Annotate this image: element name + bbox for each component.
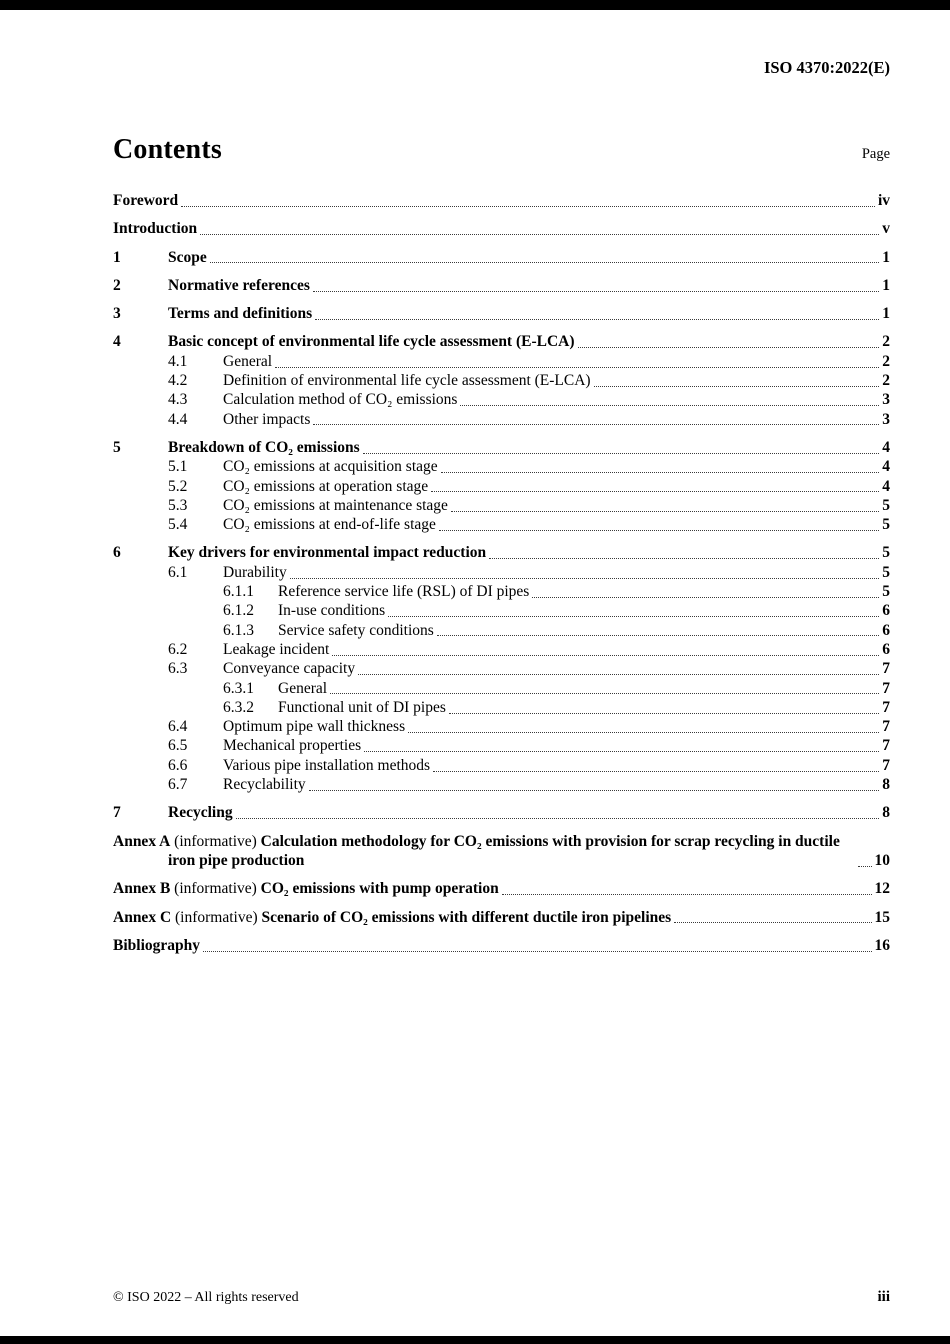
toc-entry [113, 717, 890, 736]
toc-entry-page: 7 [882, 718, 890, 736]
toc-entry-page: iv [877, 192, 890, 209]
toc-entry-label-segment: Normative references [168, 276, 310, 294]
dotted-leader [181, 206, 875, 207]
toc-entry-label [168, 304, 312, 323]
toc-entry-number: 6.7 [168, 776, 188, 794]
toc-entry-page: 12 [874, 880, 890, 898]
toc-entry-page: 4 [882, 438, 890, 456]
dotted-leader [441, 472, 880, 473]
toc-entry-page: 5 [882, 563, 890, 581]
toc-entry [113, 621, 890, 640]
toc-entry-label-segment: CO₂ emissions at maintenance stage [223, 496, 448, 514]
dotted-leader [439, 530, 879, 531]
toc-entry-page: 1 [882, 248, 890, 266]
toc-entry-label-segment: Optimum pipe wall thickness [223, 718, 406, 736]
toc-entry-label-segment: Calculation method of CO₂ emissions [223, 391, 458, 409]
toc-entry-label-segment: Various pipe installation methods [223, 756, 431, 774]
toc-entry-label-segment: Bibliography [113, 936, 200, 954]
toc-entry-number: 6.3.2 [223, 698, 254, 716]
toc-entry-page: 7 [882, 660, 890, 678]
toc-entry-label-segment: Definition of environmental life cycle assessment (E-LCA) [223, 372, 591, 390]
toc-entry [113, 908, 890, 927]
toc-entry-page: 7 [882, 737, 890, 755]
dotted-leader [210, 262, 880, 263]
toc-entry [113, 477, 890, 496]
dotted-leader [358, 674, 879, 675]
toc-entry-label [223, 390, 457, 409]
toc-entry-number: 6.5 [168, 737, 188, 755]
dotted-leader [437, 635, 879, 636]
toc-entry-label [223, 659, 355, 678]
toc-entry-label [278, 582, 529, 601]
toc-entry [113, 276, 890, 295]
dotted-leader [363, 453, 880, 454]
toc-entry-label [278, 601, 385, 620]
toc-entry-label-segment: Scenario of CO₂ emissions with different ductile iron pipelines [261, 908, 672, 926]
toc-entry-label-segment: Annex A [113, 832, 171, 850]
toc-entry-label [168, 248, 207, 267]
dotted-leader [408, 732, 879, 733]
toc-entry-label-segment: Conveyance capacity [223, 660, 356, 678]
toc-list [113, 191, 890, 955]
toc-entry-label [223, 736, 361, 755]
dotted-leader [313, 424, 879, 425]
toc-entry-number: 5.2 [168, 477, 188, 495]
toc-entry-page: 8 [882, 776, 890, 794]
toc-entry-label [168, 276, 310, 295]
toc-entry-number: 5.3 [168, 496, 188, 514]
toc-entry-page: v [882, 220, 890, 238]
toc-entry-number: 3 [113, 305, 121, 323]
toc-entry-page: 3 [882, 410, 890, 428]
toc-entry-label-segment: Recycling [168, 804, 233, 822]
document-id-header: ISO 4370:2022(E) [763, 58, 890, 77]
dotted-leader [433, 771, 879, 772]
dotted-leader [578, 347, 880, 348]
toc-entry-label-segment: Terms and definitions [168, 305, 313, 323]
toc-entry [113, 756, 890, 775]
dotted-leader [388, 616, 879, 617]
toc-entry-number: 4.1 [168, 352, 188, 370]
toc-entry [113, 248, 890, 267]
toc-entry-label [223, 477, 428, 496]
toc-entry-label [223, 371, 591, 390]
toc-entry [113, 457, 890, 476]
toc-entry-label [223, 457, 438, 476]
toc-entry-label-segment: Breakdown of CO₂ emissions [168, 438, 360, 456]
toc-entry-page: 7 [882, 698, 890, 716]
toc-entry-number: 6.6 [168, 756, 188, 774]
toc-entry [113, 803, 890, 822]
toc-entry-label-segment: Introduction [113, 220, 198, 238]
contents-title-row [113, 134, 890, 166]
dotted-leader [313, 291, 879, 292]
toc-entry-label [223, 563, 287, 582]
toc-entry-page: 8 [882, 804, 890, 822]
toc-entry-page: 4 [882, 477, 890, 495]
toc-entry-label [168, 438, 360, 457]
copyright-notice: © ISO 2022 – All rights reserved [113, 1290, 299, 1305]
dotted-leader [674, 922, 871, 923]
page-number: iii [877, 1289, 890, 1305]
dotted-leader [858, 866, 872, 867]
toc-entry [113, 515, 890, 534]
toc-entry-number: 1 [113, 248, 121, 266]
dotted-leader [431, 491, 879, 492]
toc-entry-label [223, 775, 306, 794]
toc-entry-label [223, 496, 448, 515]
dotted-leader [502, 894, 872, 895]
toc-entry [113, 832, 890, 871]
toc-entry [113, 563, 890, 582]
toc-entry-label-segment: Annex C [113, 908, 172, 926]
dotted-leader [275, 367, 879, 368]
toc-entry-number: 5.1 [168, 458, 188, 476]
toc-entry-label [223, 640, 329, 659]
dotted-leader [236, 818, 880, 819]
toc-entry-label-segment: CO₂ emissions with pump operation [260, 880, 499, 898]
toc-entry-label-segment: Other impacts [223, 410, 311, 428]
toc-entry [113, 371, 890, 390]
toc-entry [113, 582, 890, 601]
toc-entry-page: 5 [882, 583, 890, 601]
page-column-label: Page [861, 146, 890, 162]
dotted-leader [203, 951, 872, 952]
toc-entry-page: 6 [882, 621, 890, 639]
toc-entry [113, 698, 890, 717]
page-bottom-edge [0, 1336, 950, 1344]
toc-entry [113, 775, 890, 794]
toc-entry-label [168, 803, 233, 822]
toc-entry-number: 6.1.3 [223, 621, 254, 639]
toc-entry [113, 879, 890, 898]
toc-entry-number: 6.3 [168, 660, 188, 678]
toc-entry-page: 3 [882, 391, 890, 409]
toc-entry-label-segment: Durability [223, 563, 287, 581]
dotted-leader [290, 578, 880, 579]
toc-entry-label [223, 717, 405, 736]
toc-entry-label-segment: Leakage incident [223, 640, 330, 658]
page-title: Contents [113, 134, 222, 165]
toc-entry-label-segment: General [278, 679, 328, 697]
toc-entry-label [223, 756, 430, 775]
toc-entry-label [223, 352, 272, 371]
toc-entry-label-segment: Calculation methodology for CO₂ emissions with provision for scrap recycling in ductile iron pipe production [168, 832, 840, 869]
toc-entry [113, 332, 890, 351]
toc-entry-label-segment: (informative) [170, 832, 261, 850]
toc-entry-label-segment: General [223, 352, 273, 370]
dotted-leader [332, 655, 879, 656]
toc-entry-label-segment: Functional unit of DI pipes [278, 698, 446, 716]
toc-entry [113, 936, 890, 955]
toc-entry-page: 1 [882, 276, 890, 294]
toc-entry-page: 5 [882, 496, 890, 514]
toc-entry [113, 438, 890, 457]
toc-entry-number: 6.1.2 [223, 602, 254, 620]
toc-entry-number: 4 [113, 333, 121, 351]
toc-entry-label [113, 908, 671, 927]
toc-entry [113, 390, 890, 409]
toc-entry-number: 6.3.1 [223, 679, 254, 697]
toc-entry-label [278, 698, 446, 717]
toc-entry-label [223, 410, 310, 429]
toc-entry-label [168, 332, 575, 351]
toc-entry-number: 6.1 [168, 563, 188, 581]
toc-entry-label-segment: CO₂ emissions at end-of-life stage [223, 516, 436, 534]
toc-entry-label [168, 543, 486, 562]
toc-entry-page: 2 [882, 333, 890, 351]
toc-entry [113, 601, 890, 620]
toc-entry [113, 659, 890, 678]
toc-entry-number: 2 [113, 276, 121, 294]
toc-entry-label-segment: Mechanical properties [223, 737, 362, 755]
toc-entry [113, 496, 890, 515]
toc-entry-number: 4.3 [168, 391, 188, 409]
toc-entry-label [278, 621, 434, 640]
dotted-leader [460, 405, 879, 406]
toc-entry-page: 4 [882, 458, 890, 476]
toc-entry-page: 1 [882, 305, 890, 323]
toc-entry [113, 304, 890, 323]
dotted-leader [594, 386, 880, 387]
toc-entry-page: 15 [874, 908, 890, 926]
toc-entry-label [223, 515, 436, 534]
toc-entry [113, 640, 890, 659]
toc-entry-number: 6.1.1 [223, 583, 254, 601]
dotted-leader [315, 319, 879, 320]
dotted-leader [489, 558, 879, 559]
toc-entry-label [278, 679, 327, 698]
dotted-leader [309, 790, 880, 791]
toc-entry-label-segment: CO₂ emissions at operation stage [223, 477, 429, 495]
toc-entry-number: 5.4 [168, 516, 188, 534]
dotted-leader [449, 713, 879, 714]
toc-entry-number: 4.2 [168, 372, 188, 390]
dotted-leader [200, 234, 879, 235]
toc-entry-label-segment: (informative) [171, 908, 262, 926]
toc-entry-number: 6.2 [168, 640, 188, 658]
toc-entry-page: 6 [882, 602, 890, 620]
toc-entry-page: 10 [874, 851, 890, 869]
document-page [113, 0, 890, 955]
toc-entry-label [113, 219, 197, 238]
toc-entry [113, 679, 890, 698]
toc-entry-label-segment: Recyclability [223, 776, 306, 794]
toc-entry-label-segment: Reference service life (RSL) of DI pipes [278, 583, 530, 601]
toc-entry-number: 7 [113, 804, 121, 822]
toc-entry-number: 4.4 [168, 410, 188, 428]
page-footer [113, 1289, 890, 1306]
toc-entry-number: 6 [113, 544, 121, 562]
toc-entry-label-segment: Basic concept of environmental life cycle assessment (E-LCA) [168, 333, 575, 351]
dotted-leader [364, 751, 879, 752]
toc-entry-label-segment: Annex B [113, 880, 171, 898]
toc-entry [113, 410, 890, 429]
toc-entry [113, 352, 890, 371]
toc-entry-page: 7 [882, 679, 890, 697]
toc-entry [113, 543, 890, 562]
toc-entry-page: 16 [874, 936, 890, 954]
toc-entry-number: 5 [113, 438, 121, 456]
toc-entry-label [113, 879, 499, 898]
toc-entry-label-segment: Key drivers for environmental impact reduction [168, 544, 487, 562]
toc-entry-page: 5 [882, 516, 890, 534]
toc-entry [113, 219, 890, 238]
toc-entry-page: 7 [882, 756, 890, 774]
toc-entry [113, 736, 890, 755]
toc-entry-page: 5 [882, 544, 890, 562]
toc-entry-label-segment: In-use conditions [278, 602, 386, 620]
toc-entry-page: 2 [882, 352, 890, 370]
toc-entry-label-segment: CO₂ emissions at acquisition stage [223, 458, 438, 476]
toc-entry-label [113, 936, 200, 955]
toc-entry-label [113, 832, 855, 871]
toc-entry-page: 2 [882, 372, 890, 390]
toc-entry-label-segment: Scope [168, 248, 207, 266]
toc-entry-number: 6.4 [168, 718, 188, 736]
toc-entry-label-segment: Service safety conditions [278, 621, 434, 639]
toc-entry-page: 6 [882, 640, 890, 658]
toc-entry-label [113, 191, 178, 210]
dotted-leader [532, 597, 879, 598]
dotted-leader [451, 511, 879, 512]
toc-entry [113, 191, 890, 210]
toc-entry-label-segment: (informative) [170, 880, 261, 898]
toc-entry-label-segment: Foreword [113, 192, 179, 209]
dotted-leader [330, 693, 879, 694]
